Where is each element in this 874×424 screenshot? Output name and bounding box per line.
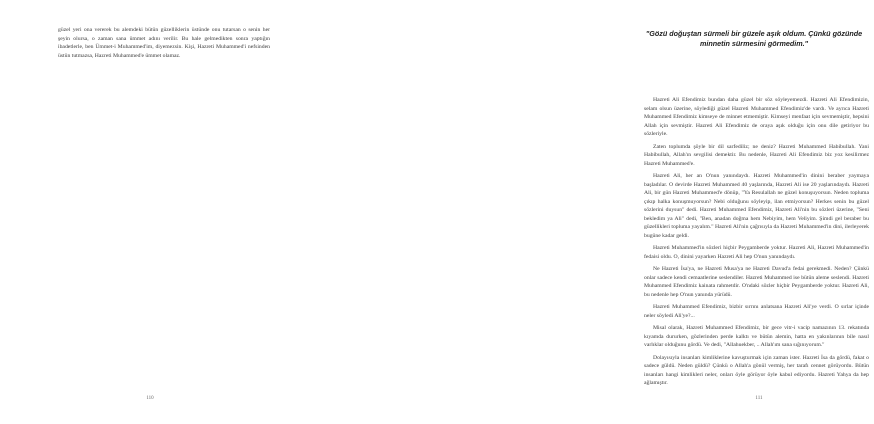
epigraph-quote: "Gözü doğuştan sürmeli bir güzele aşık oldum. Çünkü gözünde minnetin sürmesini görmedim." [645, 29, 863, 48]
right-page [300, 0, 869, 424]
page-number: 110 [146, 396, 154, 401]
paragraph: Hazreti Ali Efendimiz bundan daha güzel bir söz söyleyemezdi. Hazreti Ali Efendimizin, selam olsun üzerine, söylediği güzel Hazreti Muhammed Efendimiz'de vardı. Ve ayrıca Hazreti Muhammed Efendimiz kimseye de minnet etmemiştir. Kimseyi menfaat için sevmemiştir, hepsini Allah için sevmiştir. Hazreti Ali Efendimiz de oraya aşık olduğu için onu dile getiriyor bu sözleriyle. [644, 97, 869, 137]
paragraph: Misal olarak, Hazreti Muhammed Efendimiz, bir gece vitr-i vacip namazının 13. rekatında kıyamda dururken, gözlerinden perde kalktı ve bütün alemin, hatta en yakınlarının bile nasıl varlıklar olduğunu gördü. Ve dedi, "Allahuekber, .. Allah'ım sana sığınıyorum." [644, 325, 869, 348]
paragraph: Hazreti Muhammed'in sözleri hiçbir Peygamberde yoktur. Hazreti Ali, Hazreti Muhammed'in fedaisi oldu. O, dinini yayarken Hazreti Ali hep O'nun yanındaydı. [644, 245, 869, 260]
paragraph: güzel yeri ona vererek bu alemdeki bütün güzelliklerin üstünde onu tutarsan o senin her şeyin olursa, o zaman sana ümmet adını verilir. Bu hale gelmedikten sonra yaptığın ibadetlerle, ben Ümmet-i Muhammed'im, diyemezsin. Kişi, Hazreti Muhammed'i nefsinden üstün tutmazsa, Hazreti Muhammed'e ümmet olamaz. [58, 27, 270, 59]
left-body-text [58, 26, 270, 60]
paragraph: Dolayısıyla insanları kimliklerine kavuşturmak için zaman ister. Hazreti İsa da gördü, fakat o sadece güldü. Neden güldü? Çünkü o Allah'a gönül vermiş, her tarafı cennet görüyordu. Bütün insanları hangi kimlikleri neler, onları öyle görüyor öyle kabul ediyordu. Hazreti Yahya da hep ağlamıştır. [644, 354, 869, 386]
left-page [0, 0, 300, 424]
paragraph: Ne Hazreti İsa'ya, ne Hazreti Musa'ya ne Hazreti Davud'a fedai gerekmedi. Neden? Çünkü onlar sadece kendi cemaatlerine seslendiler. Hazreti Muhammed ise bütün aleme seslendi. Hazreti Muhammed Efendimiz kainata rahmetdir. O'ndaki sözler hiçbir Peygamberde yoktur. Hazreti Ali, bu nedenle hep O'nun yanında yürüdü. [644, 266, 869, 298]
page-number: 111 [755, 396, 763, 401]
paragraph: Zaten toplumda şöyle bir dil sarfediliz; ne deniz? Hazreti Muhammed Habibullah. Yani Habibullah, Allah'ın sevgilisi demektir. Bu nedenle, Hazreti Ali Efendimiz biz yoz kesilirmez Hazreti Muhammed'e. [644, 143, 869, 167]
right-body-text [644, 96, 869, 392]
paragraph: Hazreti Muhammed Efendimiz, bizbir sırrını anlatsana Hazreti Ali'ye verdi. O sırlar içinde neler söyledi Ali'ye?... [644, 304, 869, 319]
paragraph: Hazreti Ali, her an O'nun yanındaydı. Hazreti Muhammed'in dinini beraber yaymaya başladılar. O devirde Hazreti Muhammed 40 yaşlarında, Hazreti Ali ise 20 yaşlarındaydı. Hazreti Ali, bir gün Hazreti Muhammed'e dönüp, "Ya Resulallah ne güzel konuşuyorsun. Neden topluma çıkıp halka konuşmuyorsun? Nebi olduğunu söyleyip, ilan etmiyorsun? Herkes senin bu güzel sözlerini duysun" dedi. Hazreti Muhammed Efendimiz, Hazreti Ali'nin bu sözleri üzerine, "Seni bekledim ya Ali" dedi, "Ben, anadan doğma hem Nebiyim, hem Veliyim. Şimdi gel beraber bu güzellikleri topluma yayalım." Hazreti Ali'nin çağrısıyla da Hazreti Muhammed'in dini, ilerleyerek bugüne kadar geldi. [644, 173, 869, 239]
